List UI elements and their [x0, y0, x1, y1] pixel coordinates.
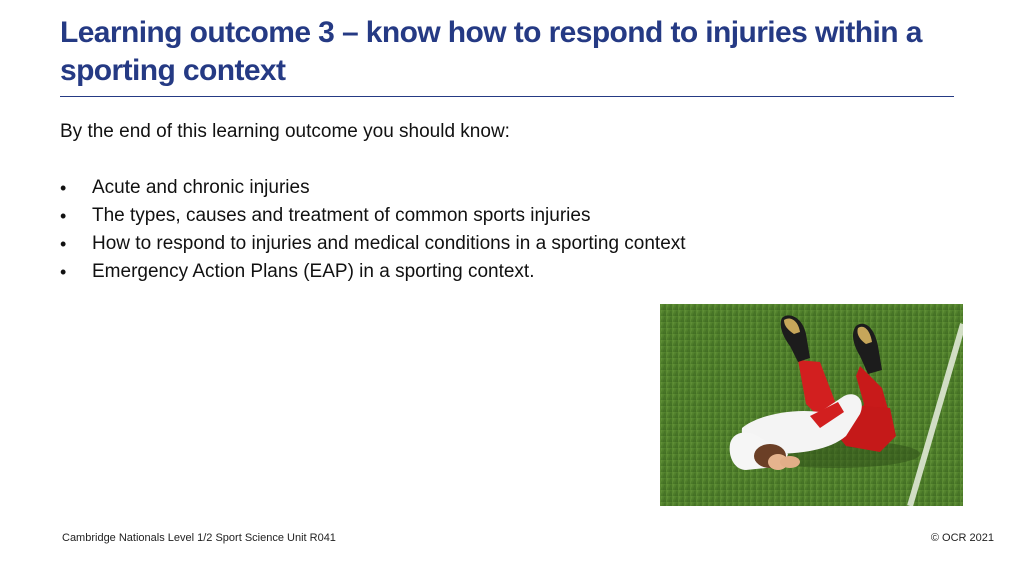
list-item — [60, 204, 686, 232]
bullet-icon: • — [60, 206, 67, 226]
bullet-icon: • — [60, 262, 67, 282]
injured-player-photo — [660, 304, 963, 506]
list-item-text: Acute and chronic injuries — [92, 177, 310, 198]
intro-text: By the end of this learning outcome you should know: — [60, 121, 510, 142]
outcome-list — [60, 176, 686, 288]
list-item-text: How to respond to injuries and medical conditions in a sporting context — [92, 233, 686, 254]
list-item-text: The types, causes and treatment of common sports injuries — [92, 205, 591, 226]
list-item-text: Emergency Action Plans (EAP) in a sporting context. — [92, 261, 535, 282]
bullet-icon: • — [60, 234, 67, 254]
list-item — [60, 260, 686, 288]
slide-title: Learning outcome 3 – know how to respond to injuries within a sporting context — [60, 16, 922, 87]
bullet-icon: • — [60, 178, 67, 198]
list-item — [60, 232, 686, 260]
footer-course-label: Cambridge Nationals Level 1/2 Sport Science Unit R041 — [62, 532, 336, 544]
title-divider — [60, 96, 954, 97]
footer-copyright: © OCR 2021 — [930, 532, 994, 544]
list-item — [60, 176, 686, 204]
